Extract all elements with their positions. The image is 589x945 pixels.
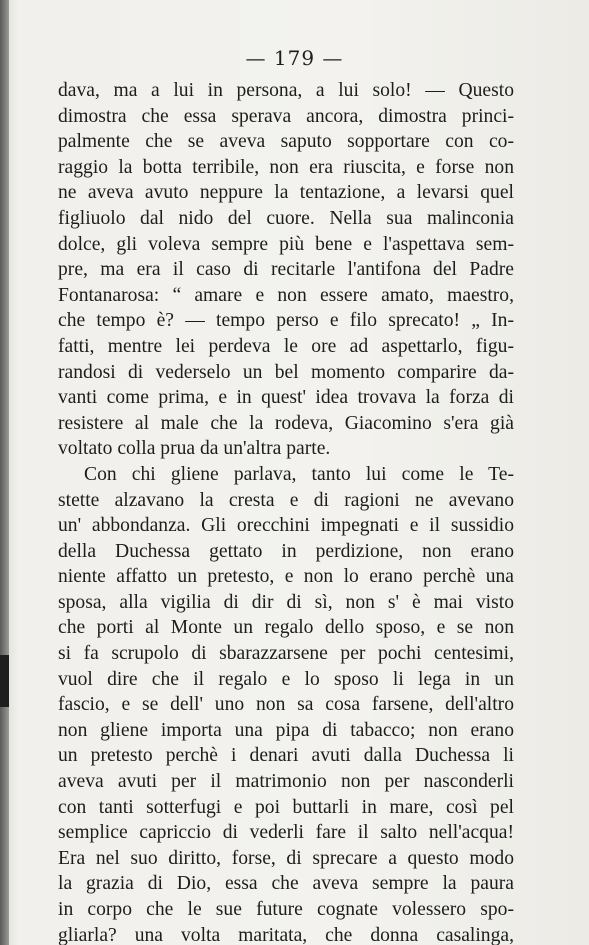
- text-line: palmente che se aveva saputo sopportare con co-: [58, 131, 514, 153]
- text-line: aveva avuti per il matrimonio non per nasconderli: [58, 771, 514, 793]
- text-line: non gliene importa una pipa di tabacco; non erano: [58, 719, 514, 741]
- text-line: in corpo che le sue future cognate volessero spo-: [58, 899, 514, 920]
- text-line: resistere al male che la rodeva, Giacomino s'era già: [58, 412, 514, 434]
- text-line: un' abbondanza. Gli orecchini impegnati e il sussidio: [58, 515, 514, 537]
- text-line: vanti come prima, e in quest' idea trovava la forza di: [58, 387, 514, 409]
- text-line: che porti al Monte un regalo dello sposo, e se non: [58, 617, 514, 639]
- text-line: Con chi gliene parlava, tanto lui come le Te-: [84, 463, 514, 485]
- text-line: raggio la botta terribile, non era riuscita, e forse non: [58, 156, 514, 178]
- paragraph-2: [58, 462, 514, 945]
- text-line: della Duchessa gettato in perdizione, non erano: [58, 540, 514, 562]
- text-line: pre, ma era il caso di recitarle l'antifona del Padre: [58, 259, 514, 281]
- text-line: si fa scrupolo di sbarazzarsene per pochi centesimi,: [58, 643, 514, 665]
- text-line: stette alzavano la cresta e di ragioni ne avevano: [58, 489, 514, 511]
- text-line: randosi di vederselo un bel momento comparire da-: [58, 361, 514, 383]
- text-line: fascio, e se dell' uno non sa cosa farsene, dell'altro: [58, 694, 514, 716]
- text-line: Fontanarosa: “ amare e non essere amato, maestro,: [58, 284, 514, 306]
- text-line: dolce, gli voleva sempre più bene e l'aspettava sem-: [58, 233, 514, 255]
- book-spine-edge: [0, 0, 9, 945]
- text-line: niente affatto un pretesto, e non lo erano perchè una: [58, 566, 514, 588]
- text-line: semplice capriccio di vederli fare il salto nell'acqua!: [58, 822, 514, 844]
- page-number: — 179 —: [245, 46, 344, 70]
- text-line: un pretesto perchè i denari avuti dalla Duchessa li: [58, 745, 514, 767]
- text-line: vuol dire che il regalo e lo sposo li lega in un: [58, 668, 514, 690]
- text-line: la grazia di Dio, essa che aveva sempre la paura: [58, 873, 514, 895]
- spine-dark-mark: [0, 655, 9, 707]
- text-line: fatti, mentre lei perdeva le ore ad aspettarlo, figu-: [58, 335, 514, 357]
- text-line: con tanti sotterfugi e poi buttarli in mare, così pel: [58, 796, 514, 818]
- text-line: ne aveva avuto neppure la tentazione, a levarsi quel: [58, 182, 514, 204]
- text-line: che tempo è? — tempo perso e filo sprecato! „ In-: [58, 310, 514, 332]
- text-line: sposa, alla vigilia di dir di sì, non s' è mai visto: [58, 591, 514, 613]
- text-line: figliuolo dal nido del cuore. Nella sua malinconia: [58, 207, 514, 229]
- text-line: Era nel suo diritto, forse, di sprecare a questo modo: [58, 847, 514, 869]
- text-line: dava, ma a lui in persona, a lui solo! — Questo: [58, 80, 514, 101]
- text-line: gliarla? una volta maritata, che donna casalinga,: [58, 924, 514, 945]
- body-text: [58, 78, 514, 945]
- paragraph-1: [58, 78, 514, 462]
- text-line: dimostra che essa sperava ancora, dimostra princi-: [58, 105, 514, 127]
- text-line: voltato colla prua da un'altra parte.: [58, 438, 331, 460]
